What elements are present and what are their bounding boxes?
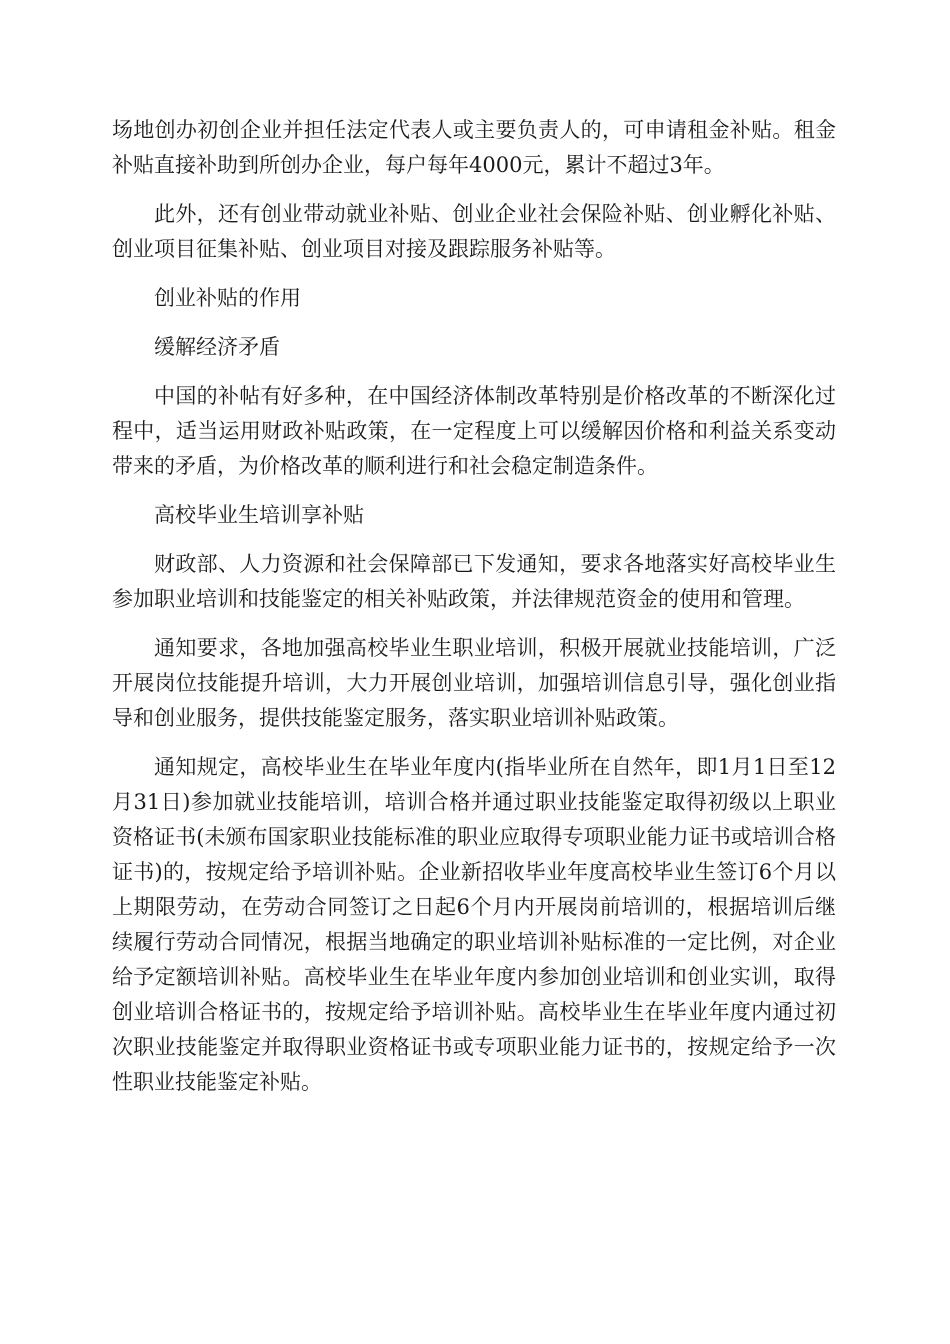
section-heading-graduate-training: 高校毕业生培训享补贴 <box>154 503 364 527</box>
paragraph-ministry-notice: 财政部、人力资源和社会保障部已下发通知，要求各地落实好高校毕业生参加职业培训和技能鉴定的相关补贴政策，并法律规范资金的使用和管理。 <box>112 552 836 611</box>
section-heading-subsidy-role: 创业补贴的作用 <box>154 286 301 310</box>
paragraph-notice-provisions: 通知规定，高校毕业生在毕业年度内(指毕业所在自然年，即1月1日至12月31日)参加就业技能培训，培训合格并通过职业技能鉴定取得初级以上职业资格证书(未颁布国家职业技能标准的职业应取得专项职业能力证书或培训合格证书)的，按规定给予培训补贴。企业新招收毕业年度高校毕业生签订6个月以上期限劳动，在劳动合同签订之日起6个月内开展岗前培训的，根据培训后继续履行劳动合同情况，根据当地确定的职业培训补贴标准的一定比例，对企业给予定额培训补贴。高校毕业生在毕业年度内参加创业培训和创业实训，取得创业培训合格证书的，按规定给予培训补贴。高校毕业生在毕业年度内通过初次职业技能鉴定并取得职业资格证书或专项职业能力证书的，按规定给予一次性职业技能鉴定补贴。 <box>112 755 836 1094</box>
section-heading-ease-conflicts: 缓解经济矛盾 <box>154 335 280 359</box>
paragraph-notice-requirements: 通知要求，各地加强高校毕业生职业培训，积极开展就业技能培训，广泛开展岗位技能提升培训，大力开展创业培训，加强培训信息引导，强化创业指导和创业服务，提供技能鉴定服务，落实职业培训补贴政策。 <box>112 636 836 730</box>
paragraph-other-subsidies: 此外，还有创业带动就业补贴、创业企业社会保险补贴、创业孵化补贴、创业项目征集补贴、创业项目对接及跟踪服务补贴等。 <box>112 202 836 261</box>
paragraph-rent-subsidy: 场地创办初创企业并担任法定代表人或主要负责人的，可申请租金补贴。租金补贴直接补助到所创办企业，每户每年4000元，累计不超过3年。 <box>112 118 836 177</box>
document-body <box>112 113 836 1114</box>
paragraph-ease-conflicts: 中国的补帖有好多种，在中国经济体制改革特别是价格改革的不断深化过程中，适当运用财政补贴政策，在一定程度上可以缓解因价格和利益关系变动带来的矛盾，为价格改革的顺利进行和社会稳定制造条件。 <box>112 384 836 478</box>
